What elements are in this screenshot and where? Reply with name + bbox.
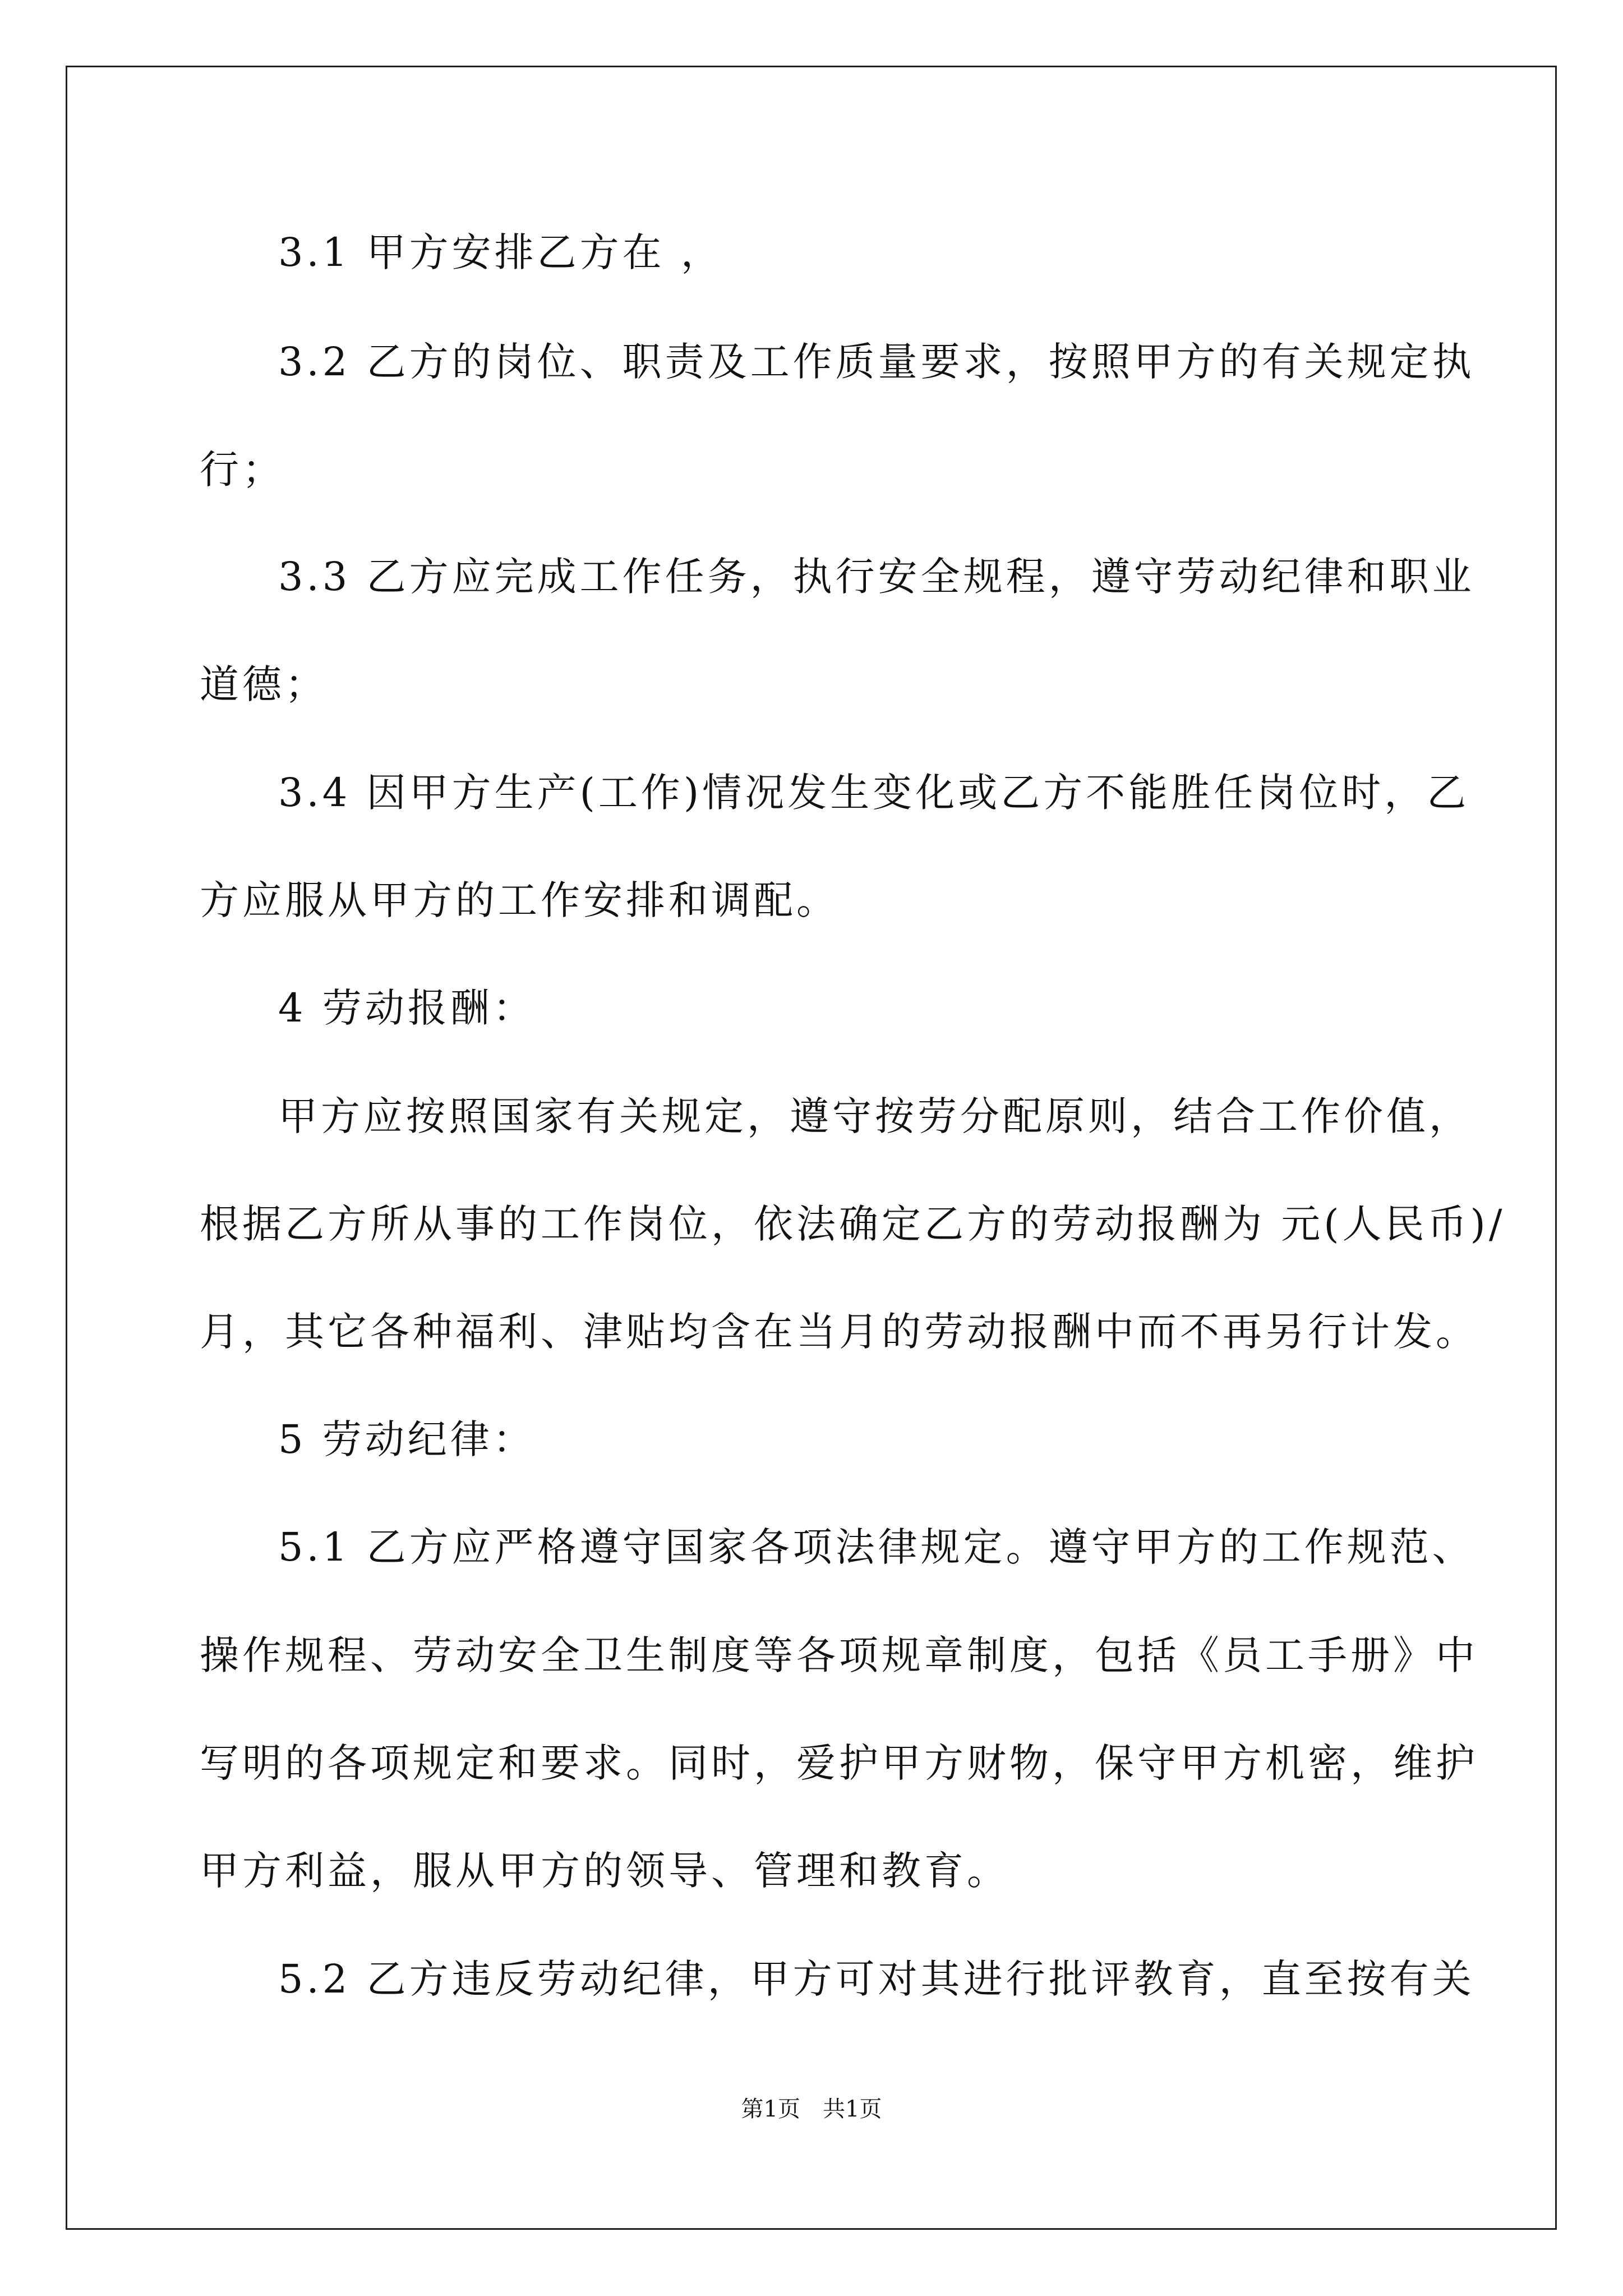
clause-3-1: 3.1 甲方安排乙方在 ， xyxy=(278,229,723,275)
section-4-para-cont-1: 根据乙方所从事的工作岗位，依法确定乙方的劳动报酬为 元(人民币)/ xyxy=(200,1201,1506,1247)
page-footer: 第1页 共1页 xyxy=(741,2096,882,2122)
clause-3-3: 3.3 乙方应完成工作任务，执行安全规程，遵守劳动纪律和职业 xyxy=(278,554,1475,600)
clause-5-1: 5.1 乙方应严格遵守国家各项法律规定。遵守甲方的工作规范、 xyxy=(278,1524,1475,1570)
clause-3-3-cont: 道德； xyxy=(200,661,328,707)
clause-3-4-cont: 方应服从甲方的工作安排和调配。 xyxy=(200,877,839,923)
section-4-heading: 4 劳动报酬： xyxy=(278,985,536,1031)
clause-5-2: 5.2 乙方违反劳动纪律，甲方可对其进行批评教育，直至按有关 xyxy=(278,1956,1475,2002)
clause-3-2-cont: 行； xyxy=(200,447,285,493)
section-4-para: 甲方应按照国家有关规定，遵守按劳分配原则，结合工作价值， xyxy=(278,1093,1472,1139)
clause-3-4: 3.4 因甲方生产(工作)情况发生变化或乙方不能胜任岗位时，乙 xyxy=(278,770,1470,816)
clause-5-1-cont-1: 操作规程、劳动安全卫生制度等各项规章制度，包括《员工手册》中 xyxy=(200,1632,1478,1678)
page-border xyxy=(66,66,1557,2230)
section-5-heading: 5 劳动纪律： xyxy=(278,1416,536,1462)
section-4-para-cont-2: 月，其它各种福利、津贴均含在当月的劳动报酬中而不再另行计发。 xyxy=(200,1309,1478,1355)
clause-5-1-cont-3: 甲方利益，服从甲方的领导、管理和教育。 xyxy=(200,1848,1009,1894)
clause-5-1-cont-2: 写明的各项规定和要求。同时，爱护甲方财物，保守甲方机密，维护 xyxy=(200,1740,1478,1786)
clause-3-2: 3.2 乙方的岗位、职责及工作质量要求，按照甲方的有关规定执 xyxy=(278,339,1475,385)
